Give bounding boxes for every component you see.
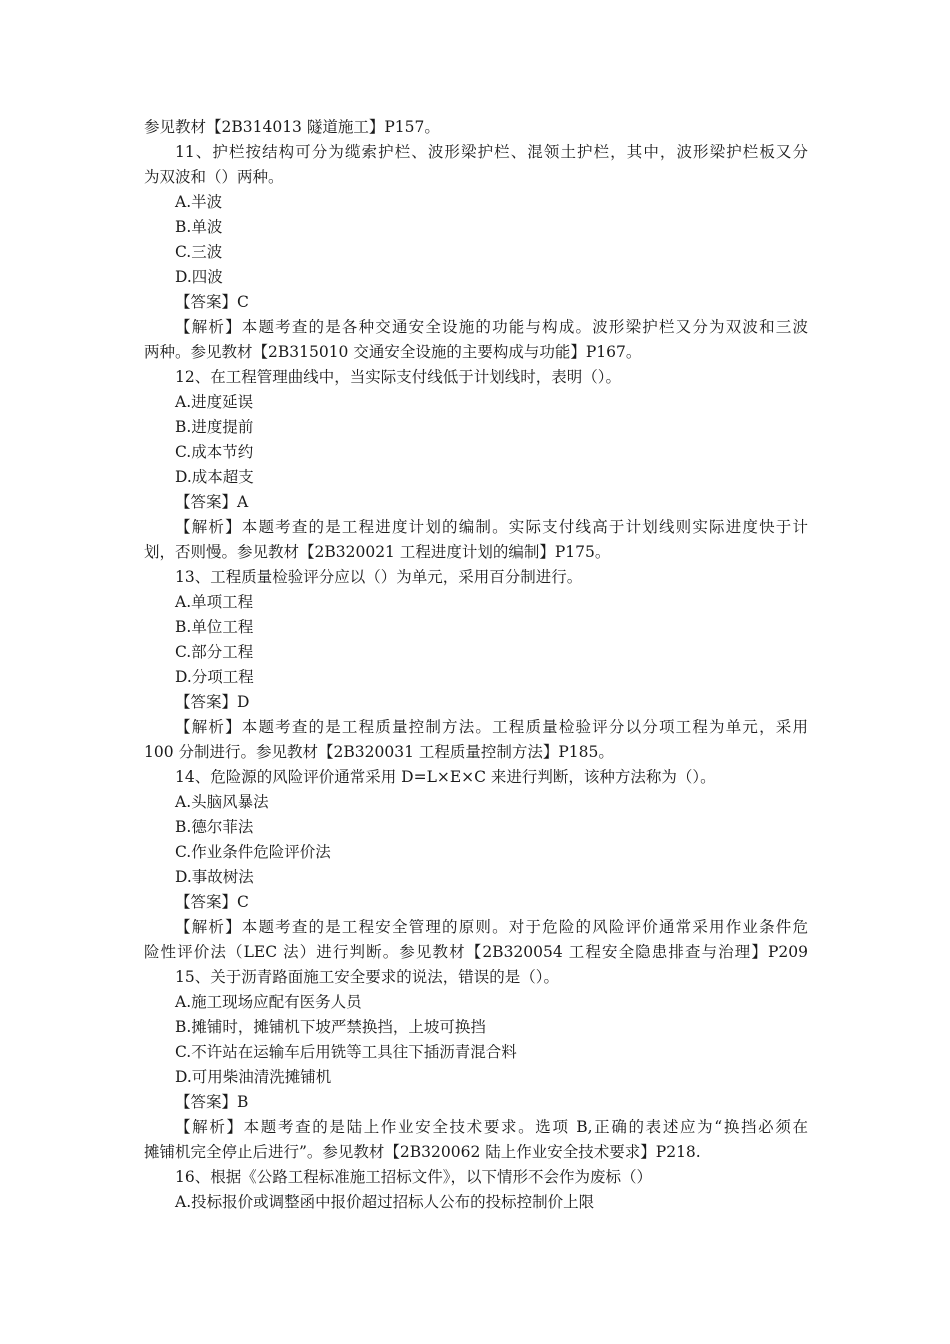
text-line: A.投标报价或调整函中报价超过招标人公布的投标控制价上限 <box>175 1193 595 1211</box>
text-line: 12、在工程管理曲线中，当实际支付线低于计划线时，表明（）。 <box>175 368 621 386</box>
text-line: B.进度提前 <box>175 418 254 436</box>
text-line: 【解析】本题考查的是工程安全管理的原则。对于危险的风险评价通常采用作业条件危 <box>175 918 808 936</box>
text-line: A.半波 <box>175 193 223 211</box>
text-line: 16、根据《公路工程标准施工招标文件》，以下情形不会作为废标（） <box>175 1168 652 1186</box>
text-line: C.不许站在运输车后用铣等工具往下插沥青混合料 <box>175 1043 517 1061</box>
text-line: D.成本超支 <box>175 468 254 486</box>
text-line: C.作业条件危险评价法 <box>175 843 331 861</box>
text-line: 参见教材【2B314013 隧道施工】P157。 <box>144 118 440 136</box>
text-line: D.事故树法 <box>175 868 254 886</box>
text-line: C.部分工程 <box>175 643 254 661</box>
text-line: 13、工程质量检验评分应以（）为单元，采用百分制进行。 <box>175 568 583 586</box>
text-line: A.单项工程 <box>175 593 254 611</box>
text-line: 【答案】B <box>175 1093 249 1111</box>
text-line: A.进度延误 <box>175 393 254 411</box>
text-line: 11、护栏按结构可分为缆索护栏、波形梁护栏、混领土护栏，其中，波形梁护栏板又分 <box>175 143 808 161</box>
document-page <box>144 115 808 1215</box>
text-line: 【答案】A <box>175 493 249 511</box>
text-line: 【答案】C <box>175 293 249 311</box>
text-line: 14、危险源的风险评价通常采用 D=L×E×C 来进行判断，该种方法称为（）。 <box>175 768 716 786</box>
text-line: 划，否则慢。参见教材【2B320021 工程进度计划的编制】P175。 <box>144 543 611 561</box>
text-line: C.三波 <box>175 243 223 261</box>
text-line: B.单位工程 <box>175 618 254 636</box>
text-line: 【解析】本题考查的是工程质量控制方法。工程质量检验评分以分项工程为单元，采用 <box>175 718 808 736</box>
text-line: 为双波和（）两种。 <box>144 168 284 186</box>
text-line: 【解析】本题考查的是各种交通安全设施的功能与构成。波形梁护栏又分为双波和三波 <box>175 318 808 336</box>
text-line: 险性评价法（LEC 法）进行判断。参见教材【2B320054 工程安全隐患排查与治理】P209 <box>144 943 808 961</box>
text-line: 【解析】本题考查的是工程进度计划的编制。实际支付线高于计划线则实际进度快于计 <box>175 518 808 536</box>
text-line: B.德尔菲法 <box>175 818 254 836</box>
text-line: 【答案】C <box>175 893 249 911</box>
text-line: 摊铺机完全停止后进行”。参见教材【2B320062 陆上作业安全技术要求】P218. <box>144 1143 701 1161</box>
text-line: D.四波 <box>175 268 223 286</box>
text-line: B.摊铺时，摊铺机下坡严禁换挡，上坡可换挡 <box>175 1018 486 1036</box>
text-line: C.成本节约 <box>175 443 254 461</box>
text-line: 15、关于沥青路面施工安全要求的说法，错误的是（）。 <box>175 968 559 986</box>
text-line: D.可用柴油清洗摊铺机 <box>175 1068 332 1086</box>
text-line: D.分项工程 <box>175 668 254 686</box>
text-line: 100 分制进行。参见教材【2B320031 工程质量控制方法】P185。 <box>144 743 614 761</box>
text-line: B.单波 <box>175 218 223 236</box>
text-line: 【答案】D <box>175 693 250 711</box>
text-line: 【解析】本题考查的是陆上作业安全技术要求。选项 B,正确的表述应为“换挡必须在 <box>175 1118 808 1136</box>
text-line: A.头脑风暴法 <box>175 793 269 811</box>
text-line: A.施工现场应配有医务人员 <box>175 993 362 1011</box>
text-line: 两种。参见教材【2B315010 交通安全设施的主要构成与功能】P167。 <box>144 343 642 361</box>
